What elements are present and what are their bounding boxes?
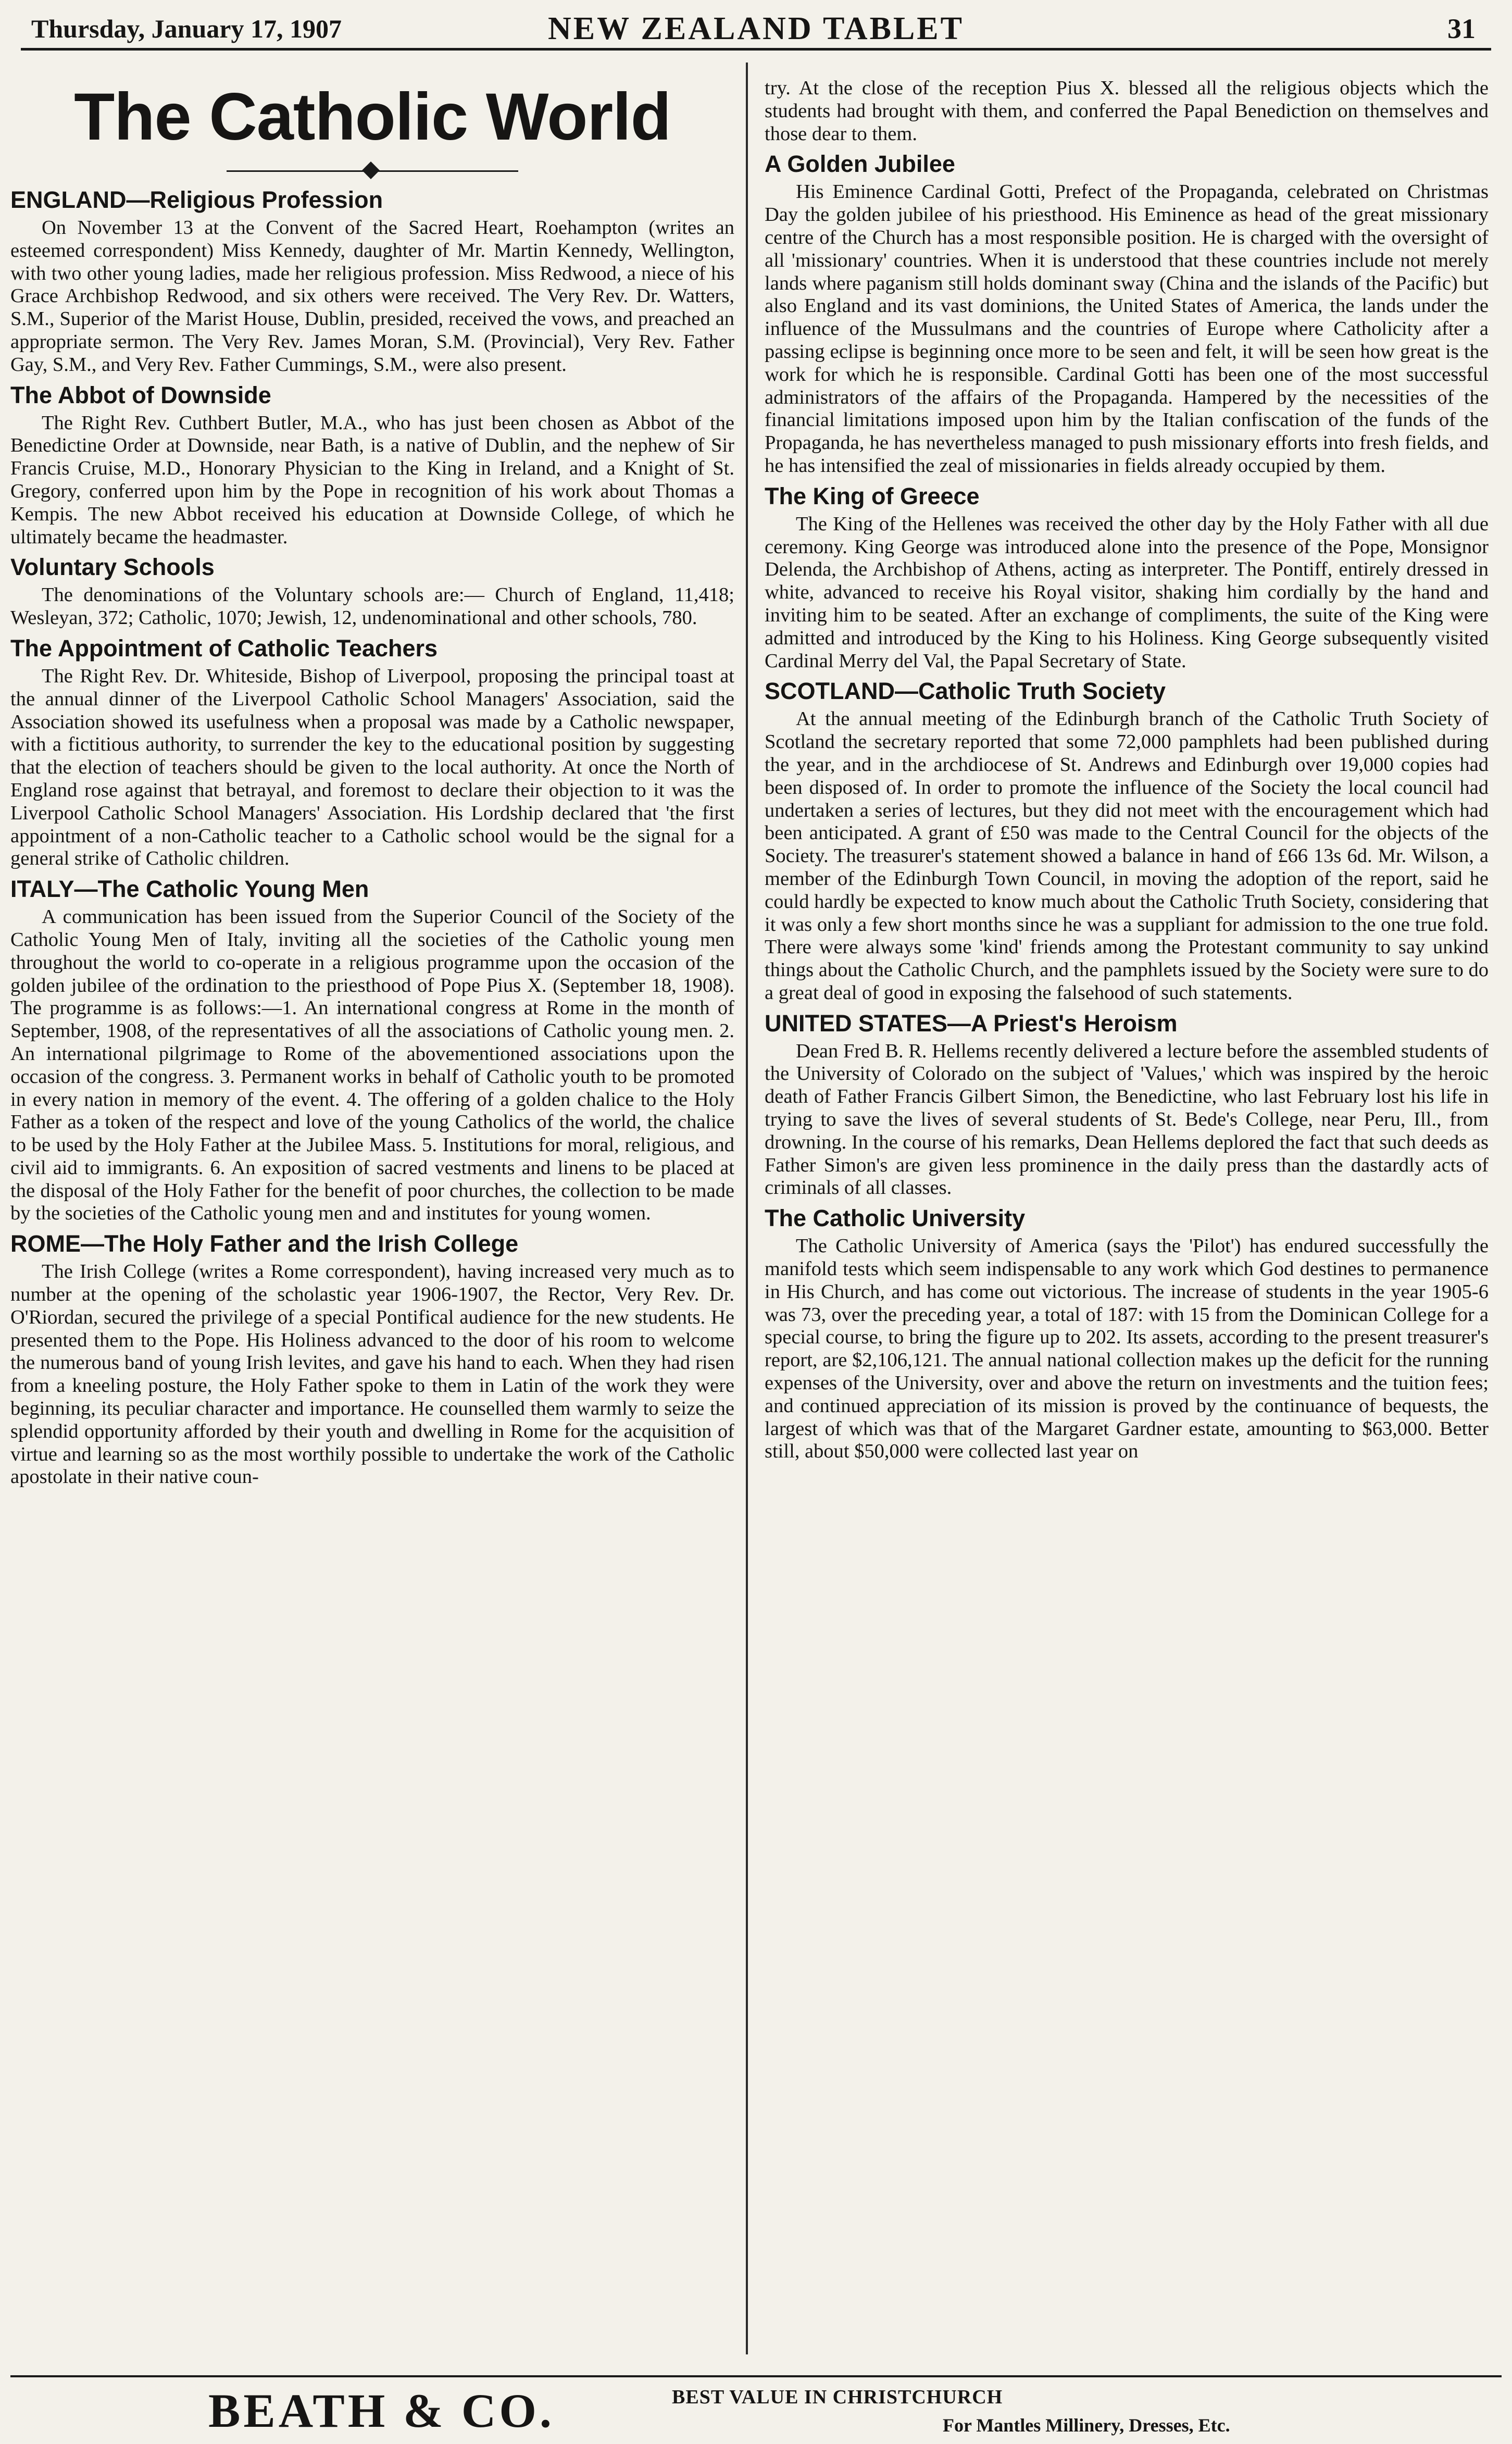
article-paragraph: The King of the Hellenes was received the other day by the Holy Father with all due ceremony. King George was introduced alone into the presence of the Pope, Monsignor Delenda, the Archbishop of Athens, acting as interpreter. The Pontiff, entirely dressed in white, advanced to receive his Royal visitor, shaking him cordially by the hand and inviting him to be seated. After an exchange of compliments, the suite of the King were admitted and introduced by the King to his Holiness. King George subsequently visited Cardinal Merry del Val, the Papal Secretary of State.	[765, 513, 1489, 672]
article-heading: ROME—The Holy Father and the Irish College	[10, 1230, 519, 1257]
article-paragraph: His Eminence Cardinal Gotti, Prefect of the Propaganda, celebrated on Christmas Day the golden jubilee of his priesthood. His Eminence as head of the great missionary centre of the Church has a most responsible position. He is charged with the oversight of all 'missionary' countries. When it is understood that these countries include not merely lands where paganism still holds dominant sway (China and the islands of the Pacific) but also England and its vast dominions, the United States of America, the lands under the influence of the Mussulmans and the countries of Europe where Catholicity after a passing eclipse is beginning once more to be seen and felt, it will be seen how great is the work for which he is responsible. Cardinal Gotti has been one of the most successful administrators of the affairs of the Propaganda. Hampered by the necessities of the financial limitations imposed upon him by the Italian confiscation of the funds of the Propaganda, he has nevertheless managed to push missionary efforts into fresh fields, and he has intensified the zeal of missionaries in fields already occupied by them.	[765, 181, 1489, 477]
column-divider	[746, 63, 748, 2354]
right-column	[765, 77, 1489, 1463]
advertiser-name: BEATH & CO.	[208, 2384, 555, 2437]
masthead: NEW ZEALAND TABLET	[548, 11, 964, 46]
article-paragraph: A communication has been issued from the Superior Council of the Society of the Catholic Young Men of Italy, inviting all the societies of the Catholic young men throughout the world to co-operate in a religious programme upon the occasion of the golden jubilee of the ordination to the priesthood of Pope Pius X. (September 18, 1908). The programme is as follows:—1. An international congress at Rome in the month of September, 1908, of the representatives of all the associations of Catholic young men. 2. An international pilgrimage to Rome of the abovementioned associations upon the occasion of the congress. 3. Permanent works in behalf of Catholic youth to be promoted in every nation in memory of the event. 4. The offering of a golden chalice to the Holy Father as a token of the respect and love of the young Catholics of the world, the chalice to be used by the Holy Father at the Jubilee Mass. 5. Institutions for moral, religious, and civil aid to immigrants. 6. An exposition of sacred vestments and linens to be placed at the disposal of the Holy Father for the benefit of poor churches, the collection to be made by the societies of the Catholic young men and and institutes for young women.	[10, 906, 734, 1225]
article-heading: ENGLAND—Religious Profession	[10, 186, 383, 213]
title-ornament	[10, 158, 734, 179]
page-number: 31	[1447, 13, 1476, 44]
article-heading: UNITED STATES—A Priest's Heroism	[765, 1009, 1178, 1037]
article-paragraph: The Catholic University of America (says the 'Pilot') has endured successfully the manifold tests which seem indispensable to any work which God destines to permanence in His Church, and has come out victorious. The increase of students in the year 1905-6 was 73, over the preceding year, a total of 187: with 15 from the Dominican College for a special course, to bring the figure up to 202. Its assets, according to the present treasurer's report, are $2,106,121. The annual national collection makes up the deficit for the running expenses of the University, over and above the return on investments and the tuition fees; and continued appreciation of its mission is proved by the continuance of bequests, the largest of which was that of the Margaret Gardner estate, amounting to $63,000. Better still, about $50,000 were collected last year on	[765, 1235, 1489, 1463]
article-heading: The Abbot of Downside	[10, 381, 271, 408]
article-paragraph: try. At the close of the reception Pius X. blessed all the religious objects which the students had brought with them, and conferred the Papal Benediction on themselves and those dear to them.	[765, 77, 1489, 145]
article-heading: The Appointment of Catholic Teachers	[10, 634, 438, 662]
article-paragraph: The denominations of the Voluntary schools are:— Church of England, 11,418; Wesleyan, 372; Catholic, 1070; Jewish, 12, undenominational and other schools, 780.	[10, 584, 734, 629]
article-paragraph: Dean Fred B. R. Hellems recently delivered a lecture before the assembled students of the University of Colorado on the subject of 'Values,' which was inspired by the heroic death of Father Francis Gilbert Simon, the Benedictine, who last February lost his life in trying to save the lives of several students of St. Bede's College, near Peru, Ill., from drowning. In the course of his remarks, Dean Hellems deplored the fact that such deeds as Father Simon's are given less prominence in the daily press than the dastardly acts of criminals of all classes.	[765, 1040, 1489, 1199]
issue-date: Thursday, January 17, 1907	[31, 14, 342, 43]
article-paragraph: The Irish College (writes a Rome correspondent), having increased very much as to number at the opening of the scholastic year 1906-1907, the Rector, Very Rev. Dr. O'Riordan, secured the privilege of a special Pontifical audience for the new students. He presented them to the Pope. His Holiness advanced to the door of his room to welcome the numerous band of young Irish levites, and gave his hand to each. When they had risen from a kneeling posture, the Holy Father spoke to them in Latin of the work they were beginning, its peculiar character and importance. He counselled them warmly to seize the splendid opportunity afforded by their youth and dwelling in Rome for the acquisition of virtue and learning so as the most worthily possible to undertake the work of the Catholic apostolate in their native coun-	[10, 1261, 734, 1488]
advertiser-subline: For Mantles Millinery, Dresses, Etc.	[943, 2415, 1230, 2436]
footer-divider	[10, 2375, 1502, 2377]
left-column	[10, 78, 734, 1489]
article-paragraph: On November 13 at the Convent of the Sacred Heart, Roehampton (writes an esteemed correspondent) Miss Kennedy, daughter of Mr. Martin Kennedy, Wellington, with two other young ladies, made her religious profession. Miss Redwood, a niece of his Grace Archbishop Redwood, and six others were received. The Very Rev. Dr. Watters, S.M., Superior of the Marist House, Dublin, presided, received the vows, and preached an appropriate sermon. The Very Rev. James Moran, S.M. (Provincial), Very Rev. Father Gay, S.M., and Very Rev. Father Cummings, S.M., were also present.	[10, 217, 734, 376]
article-heading: ITALY—The Catholic Young Men	[10, 876, 369, 903]
article-paragraph: The Right Rev. Cuthbert Butler, M.A., who has just been chosen as Abbot of the Benedictine Order at Downside, near Bath, is a native of Dublin, and the nephew of Sir Francis Cruise, M.D., Honorary Physician to the King in Ireland, and a Knight of St. Gregory, conferred upon him by the Pope in recognition of his work about Thomas a Kempis. The new Abbot received his education at Downside College, of which he ultimately became the headmaster.	[10, 412, 734, 548]
advertiser-tagline: BEST VALUE IN CHRISTCHURCH	[672, 2386, 1003, 2408]
page-title: The Catholic World	[74, 80, 671, 154]
article-heading: SCOTLAND—Catholic Truth Society	[765, 678, 1166, 705]
article-heading: A Golden Jubilee	[765, 151, 955, 178]
article-heading: The Catholic University	[765, 1205, 1026, 1232]
page-header	[21, 6, 1491, 51]
article-paragraph: The Right Rev. Dr. Whiteside, Bishop of Liverpool, proposing the principal toast at the annual dinner of the Liverpool Catholic School Managers' Association, said the Association showed its usefulness when a proposal was made by a Catholic newspaper, with a fictitious authority, to surrender the key to the educational position by suggesting that the election of teachers should be given to the local authority. At once the North of England rose against that betrayal, and foremost to declare their objection to it was the Liverpool Catholic School Managers' Association. His Lordship declared that 'the first appointment of a non-Catholic teacher to a Catholic school would be the signal for a general strike of Catholic children.	[10, 665, 734, 870]
article-heading: Voluntary Schools	[10, 554, 215, 581]
article-heading: The King of Greece	[765, 482, 980, 509]
article-paragraph: At the annual meeting of the Edinburgh branch of the Catholic Truth Society of Scotland the secretary reported that some 72,000 pamphlets had been published during the year, and in the archdiocese of St. Andrews and Edinburgh over 19,000 copies had been disposed of. In order to promote the influence of the Society the local council had undertaken a series of lectures, but they did not meet with the encouragement which had been anticipated. A grant of £50 was made to the Central Council for the objects of the Society. The treasurer's statement showed a balance in hand of £66 13s 6d. Mr. Wilson, a member of the Edinburgh Town Council, in moving the adoption of the report, said he could hardly be expected to know much about the Catholic Truth Society, considering that it was only a few short months since he was a suppliant for admission to the one true fold. There were always some 'kind' friends among the Protestant community to say unkind things about the Catholic Church, and the pamphlets issued by the Society were sure to do a great deal of good in exposing the falsehood of such statements.	[765, 708, 1489, 1004]
